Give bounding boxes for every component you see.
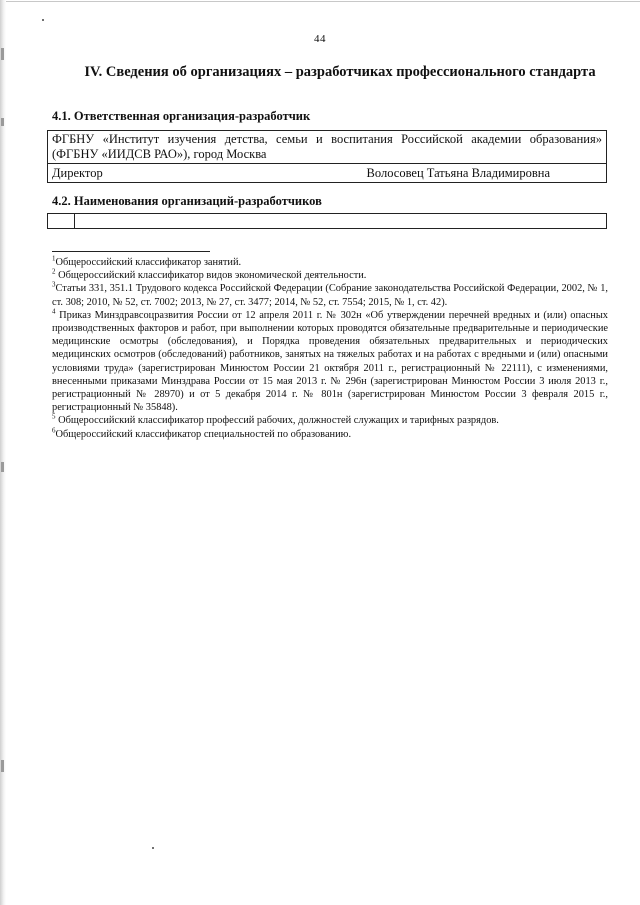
scan-binding-mark bbox=[1, 462, 4, 472]
director-cell bbox=[48, 164, 607, 183]
footnote-text: Приказ Минздравсоцразвития России от 12 апреля 2011 г. № 302н «Об утверждении перечней вредных и (или) опасных производственных факторов и работ, при выполнении которых проводятся обязательные предварительные и периодические медицинские осмотры (обследования), и Порядка проведения обязательных предварительных и периодических медицинских осмотров (обследований) работников, занятых на тяжелых работах и на работах с вредными и (или) опасными условиями труда» (зарегистрирован Минюстом России 21 октября 2011 г., регистрационный № 22111), с изменениями, внесенными приказами Минздрава России от 15 мая 2013 г. № 296н (зарегистрирован Минюстом России 3 июля 2013 г., регистрационный № 28970) и от 5 декабря 2014 г. № 801н (зарегистрирован Минюстом России 3 февраля 2015 г., регистрационный № 35848). bbox=[52, 309, 608, 414]
footnote-mark: 5 bbox=[52, 412, 56, 421]
director-position: Директор bbox=[52, 166, 103, 180]
section-title: IV. Сведения об организациях – разработчиках профессионального стандарта bbox=[84, 64, 596, 80]
scan-binding-mark bbox=[1, 48, 4, 60]
footnote-text: Общероссийский классификатор профессий рабочих, должностей служащих и тарифных разрядов. bbox=[55, 415, 499, 427]
org-name: ФГБНУ «Институт изучения детства, семьи и воспитания Российской академии образования» (ФГБНУ «ИИДСВ РАО»), город Москва bbox=[52, 132, 602, 161]
footnote-mark: 1 bbox=[52, 254, 56, 263]
footnote bbox=[52, 309, 608, 415]
footnote bbox=[52, 414, 608, 427]
table-row bbox=[48, 131, 607, 164]
footnote bbox=[52, 282, 608, 308]
footnote-text: Общероссийский классификатор специальностей по образованию. bbox=[55, 428, 352, 440]
footnote-text: Статьи 331, 351.1 Трудового кодекса Российской Федерации (Собрание законодательства Российской Федерации, 2002, № 1, ст. 308; 2010, № 52, ст. 7002; 2013, № 27, ст. 3477; 2014, № 52, ст. 7554; 2015, № 1, ст. 42). bbox=[52, 283, 608, 308]
scan-binding-mark bbox=[1, 118, 4, 126]
footnote-separator bbox=[52, 251, 210, 252]
developer-orgs-heading: 4.2. Наименования организаций-разработчиков bbox=[52, 194, 322, 208]
table-column-divider bbox=[74, 214, 75, 228]
footnote-mark: 6 bbox=[52, 426, 56, 435]
footnote bbox=[52, 256, 608, 269]
developer-orgs-table bbox=[47, 213, 607, 229]
footnote-text: Общероссийский классификатор занятий. bbox=[55, 257, 242, 268]
director-name: Волосовец Татьяна Владимировна bbox=[366, 166, 550, 180]
scan-speck bbox=[152, 847, 154, 849]
page-number: 44 bbox=[314, 33, 326, 45]
responsible-org-table bbox=[47, 130, 607, 183]
footnote-mark: 2 bbox=[52, 267, 56, 276]
director-row bbox=[52, 164, 602, 182]
footnote bbox=[52, 269, 608, 282]
footnotes bbox=[52, 256, 608, 441]
footnote-mark: 4 bbox=[52, 307, 56, 316]
table-row bbox=[48, 164, 607, 183]
scan-binding-mark bbox=[1, 760, 4, 772]
responsible-org-heading: 4.1. Ответственная организация-разработчик bbox=[52, 109, 311, 123]
scan-speck bbox=[42, 19, 44, 21]
scan-top-edge bbox=[0, 1, 640, 2]
org-name-cell bbox=[48, 131, 607, 164]
footnote-text: Общероссийский классификатор видов экономической деятельности. bbox=[55, 270, 367, 282]
footnote bbox=[52, 428, 608, 441]
footnote-mark: 3 bbox=[52, 280, 56, 289]
